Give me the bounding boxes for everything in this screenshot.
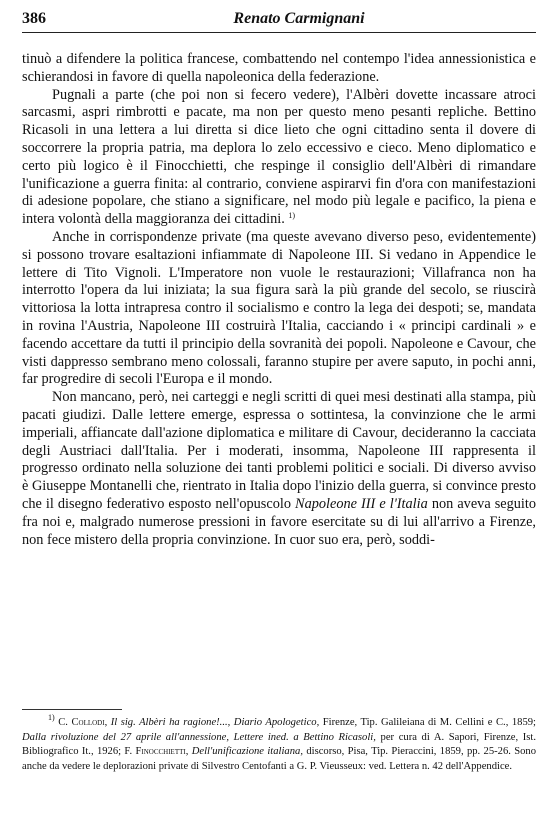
footnote-1 [22,713,537,774]
page-header [22,10,536,33]
paragraph-2 [22,87,536,229]
footnote-ref: 1) [288,211,296,221]
footnote-mark: 1) [48,713,55,722]
paragraph-3: Anche in corrispondenze private (ma queste avevano diverso peso, evidentemente) si possono trovare esaltazioni infiammate di Napoleone III. Si vedano in Appendice le lettere di Tito Vignoli. L'Imperatore non vuole le restaurazioni; Villafranca non ha interrotto l'opera da lui iniziata; la sua figura sarà la più grande del secolo, se riuscirà vittoriosa la lotta intrapresa contro il socialismo e contro la lega dei despoti; se, mandata in rovina l'Austria, Napoleone III costruirà l'Italia, cacciando i « principi cardinali » e facendo accettare da tutti il principio della sovranità dei popoli. Napoleone e Cavour, che visti dappresso sembrano meno colossali, faranno stupire per avere saputo, in pochi anni, far progredire di secoli l'Europa e il mondo. [22,228,536,388]
pamphlet-title: Napoleone III e l'Italia [295,495,428,512]
footnote-divider [22,709,122,710]
paragraph-4-text-b: non aveva seguito fra noi e, malgrado numerose pressioni in favore esercitate su di lui all'arrivo a Firenze, non fece mistero della propria convinzione. In cuor suo era, però, soddi- [22,495,537,548]
footnote-author-collodi: Collodi, [71,717,108,728]
footnote-text-c: per cura di A. Sapori, Firenze, Ist. Bibliografico It., 1926; F. [22,731,536,758]
footnote-text-a: C. [58,717,68,728]
paragraph-4-text-a: Non mancano, però, nei carteggi e negli scritti di quei mesi destinati alla stampa, più pacati giudizi. Dalle lettere emerge, espressa o sottintesa, la convinzione che le armi imperiali, affiancate dall'azione diplomatica e militare di Cavour, decideranno la cacciata degli Austriaci dall'Italia. Per i moderati, insomma, Napoleone III rappresenta il progresso ordinato nella soluzione dei tanti problemi politici e sociali. Di diverso avviso è Giuseppe Montanelli che, rientrato in Italia dopo l'inizio della guerra, si convince presto che il disegno federativo esposto nell'opuscolo [22,389,536,512]
running-title: Renato Carmignani [233,10,365,27]
paragraph-2-text: Pugnali a parte (che poi non si fecero vedere), l'Albèri dovette incassare atroci sarcasmi, aspri rimbrotti e pacate, ma non per questo meno pesanti repliche. Bettino Ricasoli in una lettera a lui diretta si dice lieto che ogni cittadino senta il dovere di soccorrere la propria patria, ma deplora lo zelo eccessivo e cieco. Meno diplomatico e certo più logico è il Finocchietti, che respinge il consiglio dell'Albèri di rimandare l'unificazione a guerra finita: al contrario, conviene aspirarvi fin d'ora con manifestazioni di adesione popolare, che stiano a significare, nel modo più legale e pacifico, la piena e intera volontà della maggioranza dei cittadini. [22,86,536,228]
body-text [22,51,536,549]
footnote-text-d: discorso, Pisa, Tip. Pieraccini, 1859, pp. 25-26. Sono anche da vedere le deplorazioni private di Silvestro Centofanti a G. P. Vieusseux: ved. Lettera n. 42 dell'Appendice. [22,746,537,772]
footnotes [22,713,537,774]
paragraph-4 [22,389,536,549]
page-number: 386 [22,10,46,27]
paragraph-1: tinuò a difendere la politica francese, combattendo nel contempo l'idea annessionistica e schierandosi in favore di quella napoleonica della federazione. [22,51,536,85]
footnote-text-b: Firenze, Tip. Galileiana di M. Cellini e C., 1859; [322,717,536,728]
footnote-author-finocchietti: Finocchietti, [135,746,189,758]
footnote-title-2: Dalla rivoluzione del 27 aprile all'annessione, Lettere ined. a Bettino Ricasoli, [22,731,376,743]
footnote-title-1: Il sig. Albèri ha ragione!..., Diario Apologetico, [110,717,320,728]
footnote-title-3: Dell'unificazione italiana, [191,746,303,758]
